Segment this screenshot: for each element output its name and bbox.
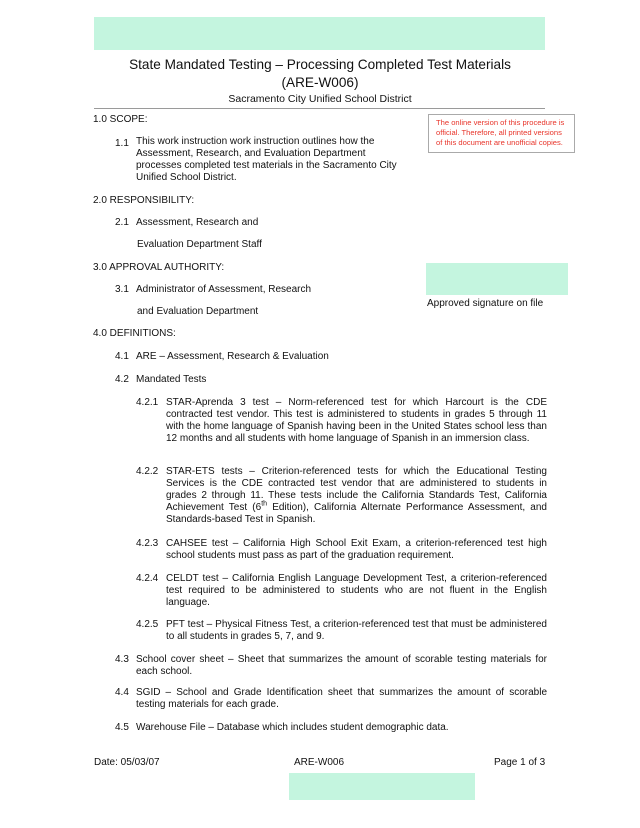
title-divider: [94, 108, 545, 109]
item-1-1-number: 1.1: [115, 138, 129, 149]
item-4-5-text: Warehouse File – Database which includes student demographic data.: [136, 722, 449, 733]
section-2-heading: 2.0 RESPONSIBILITY:: [93, 195, 195, 206]
item-4-2-2-sup: th: [261, 500, 268, 508]
footer-date: Date: 05/03/07: [94, 757, 160, 768]
section-1-heading: 1.0 SCOPE:: [93, 114, 148, 125]
item-4-2-4-text: CELDT test – California English Language Development Test, a criterion-referenced test required to be administered to students who are not fluent in the English language.: [166, 573, 547, 608]
header-band: [94, 17, 545, 50]
item-4-2-2-text-a: STAR-ETS tests – Criterion-referenced tests for which the Educational Testing Services is the CDE contracted test vendor that are administered to students in grades 2 through 11. These tests include the California Standards Test, California Achievement Test (6: [166, 466, 547, 513]
item-3-1-line2: and Evaluation Department: [137, 306, 259, 317]
district-name: Sacramento City Unified School District: [228, 93, 412, 105]
item-4-3-number: 4.3: [115, 654, 129, 665]
item-4-2-2-text-b: Edition), California Alternate Performance Assessment, and Standards-based Test in Spanish.: [166, 502, 547, 525]
document-title: State Mandated Testing – Processing Completed Test Materials: [129, 57, 511, 72]
document-code: (ARE-W006): [281, 75, 359, 90]
item-4-2-1-number: 4.2.1: [136, 397, 159, 408]
item-4-2-2-number: 4.2.2: [136, 466, 159, 477]
official-version-notice: The online version of this procedure is official. Therefore, all printed versions of this document are unofficial copies.: [428, 114, 575, 153]
item-4-2-5-number: 4.2.5: [136, 619, 159, 630]
item-4-3-text: School cover sheet – Sheet that summarizes the amount of scorable testing materials for each school.: [136, 654, 547, 677]
item-2-1-line1: Assessment, Research and: [136, 217, 259, 228]
item-4-2-text: Mandated Tests: [136, 374, 207, 385]
item-1-1-text: This work instruction work instruction outlines how the Assessment, Research, and Evaluation Department processes completed test materials in the Sacramento City Unified School District.: [136, 136, 397, 183]
item-4-2-3-number: 4.2.3: [136, 538, 159, 549]
item-2-1-number: 2.1: [115, 217, 129, 228]
section-3-heading: 3.0 APPROVAL AUTHORITY:: [93, 262, 225, 273]
item-4-2-4-number: 4.2.4: [136, 573, 159, 584]
item-4-5-number: 4.5: [115, 722, 129, 733]
footer-doc-id: ARE-W006: [294, 757, 345, 768]
item-3-1-line1: Administrator of Assessment, Research: [136, 284, 312, 295]
item-4-1-number: 4.1: [115, 351, 129, 362]
item-4-2-2-text: [166, 466, 547, 526]
item-4-2-1-text: STAR-Aprenda 3 test – Norm-referenced test for which Harcourt is the CDE contracted test vendor. This test is administered to students in grades 5 through 11 with the home language of Spanish having been in the United States school less than 12 months and all students with home language of Spanish in an immersion class.: [166, 397, 547, 444]
item-3-1-number: 3.1: [115, 284, 129, 295]
item-4-2-5-text: PFT test – Physical Fitness Test, a criterion-referenced test that must be administered to all students in grades 5, 7, and 9.: [166, 619, 547, 642]
item-4-4-text: SGID – School and Grade Identification sheet that summarizes the amount of scorable testing materials for each grade.: [136, 687, 547, 710]
signature-band: [426, 263, 568, 295]
footer-band: [289, 773, 475, 800]
footer-page-number: Page 1 of 3: [494, 757, 546, 768]
item-4-2-number: 4.2: [115, 374, 129, 385]
item-4-1-text: ARE – Assessment, Research & Evaluation: [136, 351, 329, 362]
section-4-heading: 4.0 DEFINITIONS:: [93, 328, 176, 339]
item-2-1-line2: Evaluation Department Staff: [137, 239, 262, 250]
signature-note: Approved signature on file: [427, 298, 544, 309]
item-4-4-number: 4.4: [115, 687, 129, 698]
item-4-2-3-text: CAHSEE test – California High School Exit Exam, a criterion-referenced test high school students must pass as part of the graduation requirement.: [166, 538, 547, 561]
